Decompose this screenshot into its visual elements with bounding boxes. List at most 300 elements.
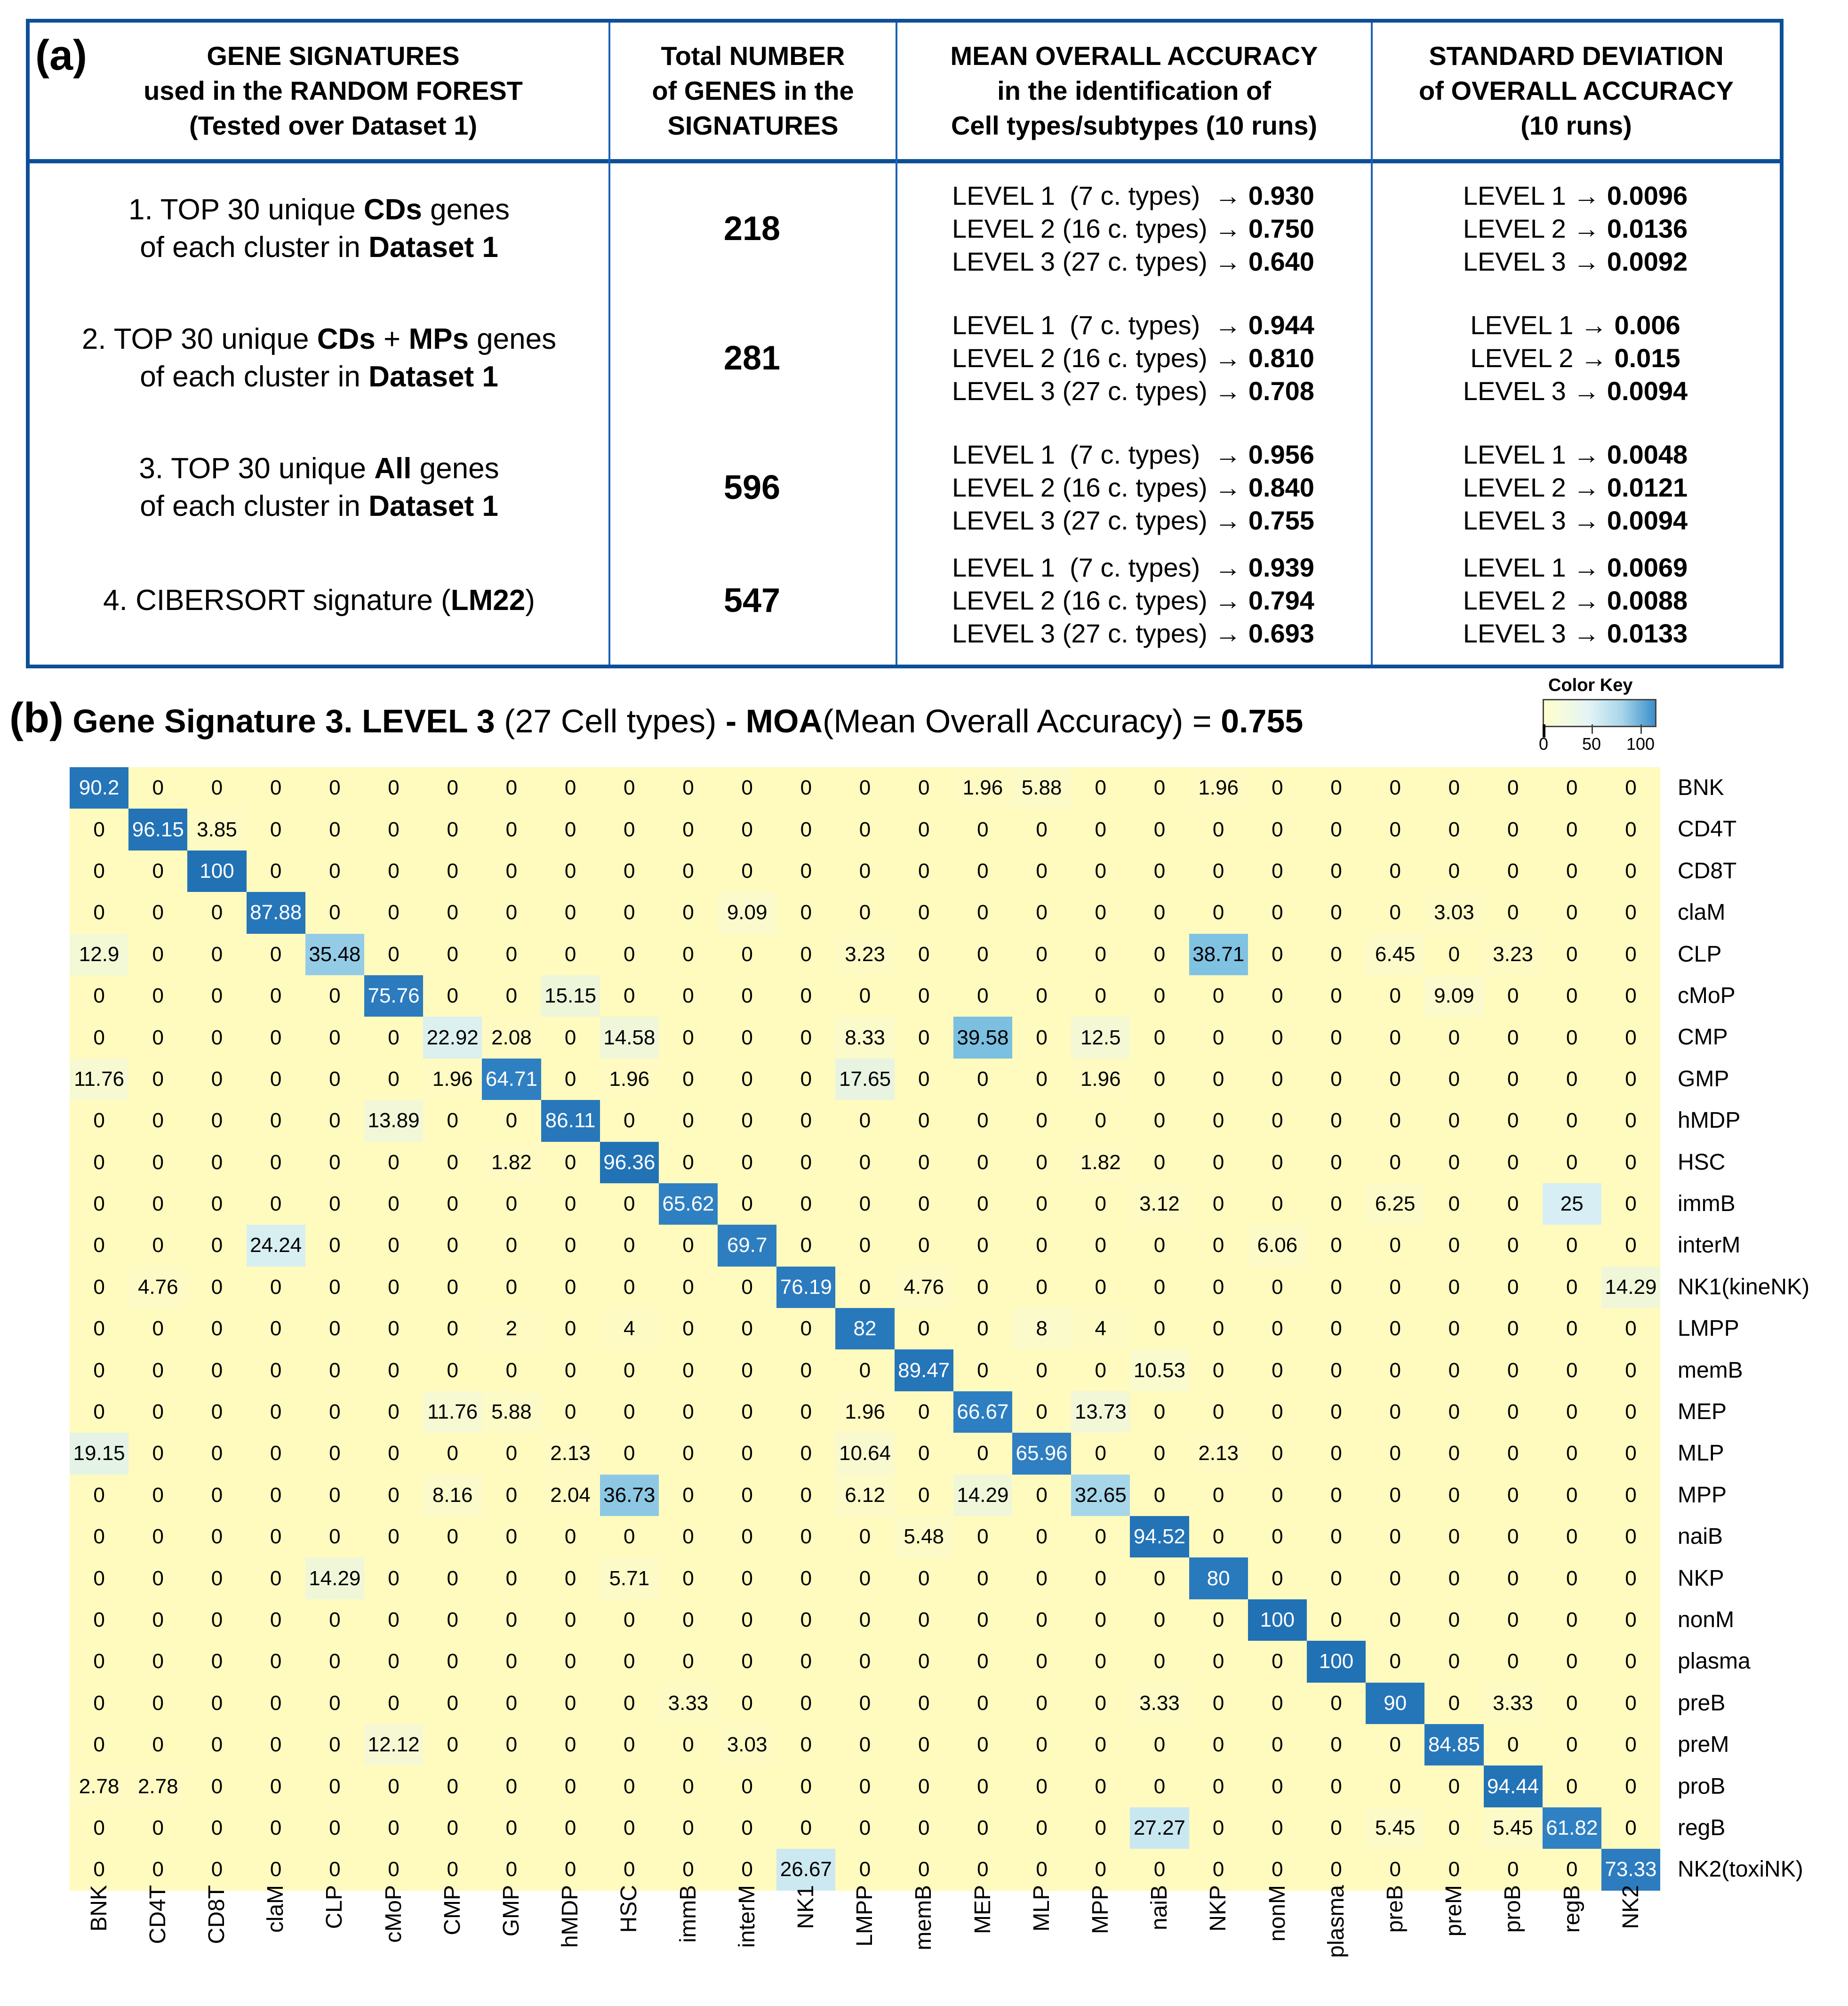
heatmap-cell: 0 (718, 1059, 776, 1100)
row-label: interM (1678, 1233, 1741, 1258)
heatmap-cell: 0 (1307, 1807, 1366, 1849)
heatmap-cell: 0 (364, 1641, 423, 1682)
heatmap-cell: 0 (835, 1516, 894, 1557)
heatmap-cell: 0 (1307, 1267, 1366, 1308)
heatmap-cell: 0 (364, 1475, 423, 1516)
heatmap-cell: 3.23 (835, 934, 894, 975)
heatmap-cell: 0 (1012, 1391, 1071, 1433)
heatmap-cell: 0 (776, 975, 835, 1017)
heatmap-cell: 0 (128, 1142, 187, 1183)
heatmap-cell: 0 (953, 934, 1012, 975)
column-label-text: NK2 (1618, 1885, 1643, 1929)
row-label: LMPP (1678, 1316, 1739, 1341)
heatmap-cell: 0 (1366, 1433, 1424, 1474)
heatmap-cell: 0 (305, 1807, 364, 1849)
heatmap-cell: 0 (895, 975, 953, 1017)
heatmap-cell: 0 (1424, 1225, 1483, 1266)
heatmap-cell: 0 (70, 1683, 128, 1724)
column-label-text: CD8T (204, 1885, 229, 1944)
heatmap-cell: 0 (482, 1225, 541, 1266)
heatmap-cell: 0 (895, 1849, 953, 1890)
heatmap-cell: 0 (70, 851, 128, 892)
heatmap-cell: 0 (659, 1433, 718, 1474)
heatmap-cell: 0 (1248, 1724, 1307, 1765)
heatmap-cell: 0 (1543, 1599, 1601, 1641)
heatmap-cell: 0 (776, 767, 835, 809)
heatmap-cell: 2.13 (1189, 1433, 1248, 1474)
heatmap-cell: 0 (1601, 1557, 1660, 1599)
heatmap-cell: 0 (1601, 892, 1660, 933)
heatmap-cell: 0 (776, 1349, 835, 1391)
heatmap-cell: 0 (659, 1142, 718, 1183)
table-row (30, 536, 1780, 665)
heatmap-cell: 0 (1189, 1683, 1248, 1724)
heatmap-cell: 5.45 (1366, 1807, 1424, 1849)
header-line: SIGNATURES (667, 111, 839, 140)
color-key-legend (1529, 675, 1685, 760)
column-label (1307, 1885, 1366, 2003)
heatmap-cell: 0 (364, 1765, 423, 1807)
heatmap-cell: 0 (953, 1225, 1012, 1266)
heatmap-cell: 0 (718, 1516, 776, 1557)
heatmap-cell: 0 (541, 1849, 600, 1890)
heatmap-cell: 0 (835, 1267, 894, 1308)
heatmap-cell: 75.76 (364, 975, 423, 1017)
heatmap-cell: 3.03 (1424, 892, 1483, 933)
heatmap-cell: 0 (70, 1391, 128, 1433)
heatmap-cell: 3.23 (1484, 934, 1543, 975)
heatmap-cell: 0 (1484, 1059, 1543, 1100)
std-deviation: LEVEL 1 → 0.0096 LEVEL 2 → 0.0136 LEVEL 3 → 0.0092 (1463, 180, 1688, 276)
heatmap-cell: 0 (128, 851, 187, 892)
heatmap-cell: 19.15 (70, 1433, 128, 1474)
heatmap-cell: 0 (1484, 1100, 1543, 1141)
heatmap-cell: 0 (1248, 851, 1307, 892)
heatmap-cell: 0 (835, 1849, 894, 1890)
heatmap-cell: 39.58 (953, 1017, 1012, 1058)
heatmap-cell: 0 (600, 1391, 659, 1433)
heatmap-cell: 0 (600, 1683, 659, 1724)
heatmap-cell: 0 (1307, 1557, 1366, 1599)
heatmap-cell: 0 (1366, 1765, 1424, 1807)
header-line: Total NUMBER (661, 41, 845, 71)
heatmap-cell: 0 (1543, 1724, 1601, 1765)
heatmap-cell: 0 (305, 1765, 364, 1807)
column-label (70, 1885, 128, 2003)
heatmap-cell: 1.96 (835, 1391, 894, 1433)
heatmap-cell: 0 (659, 1599, 718, 1641)
heatmap-cell: 0 (659, 1557, 718, 1599)
heatmap-cell: 0 (718, 1017, 776, 1058)
heatmap-cell: 0 (895, 1433, 953, 1474)
heatmap-cell: 65.96 (1012, 1433, 1071, 1474)
heatmap-cell: 0 (1071, 1641, 1130, 1682)
heatmap-cell: 0 (1130, 975, 1189, 1017)
heatmap-cell: 0 (247, 767, 305, 809)
heatmap-cell: 0 (895, 1683, 953, 1724)
column-label (836, 1885, 895, 2003)
column-label-text: CMP (440, 1885, 465, 1935)
column-label (895, 1885, 953, 2003)
heatmap-cell: 0 (776, 892, 835, 933)
header-gene-signatures (58, 23, 608, 159)
heatmap-cell: 0 (1424, 1765, 1483, 1807)
heatmap-cell: 0 (1424, 851, 1483, 892)
heatmap-cell: 0 (659, 1516, 718, 1557)
heatmap-cell: 0 (1366, 1599, 1424, 1641)
heatmap-cell: 0 (600, 1433, 659, 1474)
heatmap-cell: 0 (70, 1100, 128, 1141)
heatmap-cell: 0 (541, 1807, 600, 1849)
heatmap-cell: 0 (895, 892, 953, 933)
heatmap-cell: 0 (1601, 1100, 1660, 1141)
heatmap-cell: 0 (1424, 1100, 1483, 1141)
row-label: memB (1678, 1357, 1743, 1383)
heatmap-cell: 0 (247, 851, 305, 892)
heatmap-cell: 0 (1366, 1267, 1424, 1308)
heatmap-cell: 0 (305, 1100, 364, 1141)
column-label (1484, 1885, 1543, 2003)
heatmap-cell: 0 (1307, 1349, 1366, 1391)
std-deviation: LEVEL 1 → 0.0069 LEVEL 2 → 0.0088 LEVEL 3 → 0.0133 (1463, 552, 1688, 648)
heatmap-cell: 0 (70, 1142, 128, 1183)
heatmap-cell: 3.33 (1484, 1683, 1543, 1724)
heatmap-cell: 0 (1366, 1557, 1424, 1599)
color-key-tick (1592, 724, 1593, 734)
heatmap-cell: 0 (835, 1807, 894, 1849)
column-label-text: GMP (498, 1885, 524, 1937)
heatmap-cell: 0 (1484, 1557, 1543, 1599)
heatmap-cell: 9.09 (1424, 975, 1483, 1017)
heatmap-cell: 0 (776, 1683, 835, 1724)
heatmap-cell: 0 (1189, 1641, 1248, 1682)
heatmap-cell: 0 (718, 1849, 776, 1890)
heatmap-cell: 3.85 (187, 809, 246, 850)
header-line: of OVERALL ACCURACY (1419, 76, 1734, 105)
heatmap-cell: 0 (659, 1225, 718, 1266)
heatmap-cell: 73.33 (1601, 1849, 1660, 1890)
heatmap-cell: 0 (1484, 1724, 1543, 1765)
heatmap-cell: 0 (1248, 1059, 1307, 1100)
heatmap-cell: 0 (1012, 809, 1071, 850)
heatmap-cell: 0 (1307, 1017, 1366, 1058)
heatmap-cell: 0 (835, 1724, 894, 1765)
heatmap-cell: 0 (1424, 1849, 1483, 1890)
heatmap-cell: 0 (1484, 1267, 1543, 1308)
heatmap-cell: 0 (1248, 1391, 1307, 1433)
heatmap-cell: 0 (128, 1641, 187, 1682)
heatmap-cell: 0 (1366, 1017, 1424, 1058)
heatmap-cell: 0 (895, 1391, 953, 1433)
heatmap-cell: 0 (1366, 809, 1424, 850)
row-label: CD8T (1678, 858, 1737, 883)
column-label-text: NK1 (793, 1885, 818, 1929)
heatmap-cell: 0 (364, 851, 423, 892)
heatmap-cell: 1.96 (1071, 1059, 1130, 1100)
heatmap-cell: 0 (541, 1308, 600, 1349)
heatmap-cell: 0 (895, 767, 953, 809)
heatmap-cell: 0 (128, 1183, 187, 1225)
heatmap-cell: 0 (305, 1308, 364, 1349)
column-label (953, 1885, 1012, 2003)
column-label (482, 1885, 541, 2003)
std-deviation: LEVEL 1 → 0.0048 LEVEL 2 → 0.0121 LEVEL 3 → 0.0094 (1463, 439, 1688, 535)
column-label (1601, 1885, 1660, 2003)
heatmap-cell: 0 (423, 1100, 482, 1141)
heatmap-cell: 0 (364, 1807, 423, 1849)
heatmap-cell: 96.36 (600, 1142, 659, 1183)
heatmap-cell: 0 (718, 1267, 776, 1308)
row-label: CLP (1678, 941, 1722, 967)
heatmap-cell: 0 (1012, 1849, 1071, 1890)
row-label: preM (1678, 1732, 1729, 1757)
heatmap-cell: 0 (128, 1475, 187, 1516)
heatmap-cell: 0 (659, 934, 718, 975)
heatmap-cell: 0 (187, 1349, 246, 1391)
heatmap-cell: 0 (1248, 1557, 1307, 1599)
heatmap-cell: 0 (953, 1765, 1012, 1807)
heatmap-cell: 0 (247, 1017, 305, 1058)
heatmap-cell: 0 (895, 1599, 953, 1641)
heatmap-cell: 12.9 (70, 934, 128, 975)
heatmap-cell: 0 (482, 1433, 541, 1474)
heatmap-cell: 0 (423, 1267, 482, 1308)
heatmap-cell: 0 (305, 1433, 364, 1474)
heatmap-cell: 0 (187, 975, 246, 1017)
heatmap-cell: 0 (128, 892, 187, 933)
heatmap-cell: 0 (364, 1557, 423, 1599)
heatmap-cell: 0 (247, 1391, 305, 1433)
heatmap-cell: 0 (1484, 1308, 1543, 1349)
heatmap-cell: 0 (1484, 1849, 1543, 1890)
table-row (30, 164, 1780, 293)
heatmap-cell: 0 (1366, 892, 1424, 933)
heatmap-cell: 0 (541, 851, 600, 892)
heatmap-cell: 0 (1484, 1225, 1543, 1266)
heatmap-cell: 0 (1012, 1683, 1071, 1724)
heatmap-cell: 0 (187, 1391, 246, 1433)
heatmap-cell: 0 (1424, 1142, 1483, 1183)
column-label-text: MPP (1088, 1885, 1113, 1934)
heatmap-cell: 0 (247, 1183, 305, 1225)
heatmap-cell: 9.09 (718, 892, 776, 933)
heatmap-cell: 0 (953, 1724, 1012, 1765)
column-label-text: naiB (1147, 1885, 1172, 1931)
heatmap-cell: 0 (247, 809, 305, 850)
heatmap-cell: 0 (541, 892, 600, 933)
column-label (247, 1885, 305, 2003)
heatmap-cell: 2.08 (482, 1017, 541, 1058)
heatmap-cell: 0 (835, 1225, 894, 1266)
heatmap-cell: 0 (1484, 1475, 1543, 1516)
heatmap-cell: 0 (1601, 1475, 1660, 1516)
heatmap-cell: 0 (1424, 1641, 1483, 1682)
heatmap-cell: 0 (600, 1765, 659, 1807)
heatmap-cell: 0 (1012, 1267, 1071, 1308)
heatmap-cell: 0 (247, 1475, 305, 1516)
heatmap-cell: 6.45 (1366, 934, 1424, 975)
heatmap-cell: 0 (482, 1267, 541, 1308)
column-label-text: immB (675, 1885, 701, 1943)
heatmap-cell: 0 (1484, 1391, 1543, 1433)
heatmap-cell: 0 (1307, 1516, 1366, 1557)
heatmap-cell: 0 (1424, 1183, 1483, 1225)
heatmap-cell: 0 (247, 1765, 305, 1807)
heatmap-cell: 36.73 (600, 1475, 659, 1516)
heatmap-cell: 0 (482, 1557, 541, 1599)
heatmap-cell: 0 (1543, 809, 1601, 850)
heatmap-cell: 0 (70, 1599, 128, 1641)
heatmap-cell: 0 (1071, 1765, 1130, 1807)
heatmap-cell: 0 (1012, 1765, 1071, 1807)
heatmap-cell: 4 (1071, 1308, 1130, 1349)
color-key-tick-label: 100 (1626, 734, 1655, 754)
heatmap-cell: 0 (364, 1183, 423, 1225)
column-label (1543, 1885, 1601, 2003)
heatmap-cell: 0 (364, 1308, 423, 1349)
heatmap-cell: 0 (541, 1391, 600, 1433)
heatmap-cell: 0 (1189, 1142, 1248, 1183)
heatmap-cell: 6.06 (1248, 1225, 1307, 1266)
heatmap-cell: 0 (305, 767, 364, 809)
heatmap-cell: 0 (70, 1724, 128, 1765)
heatmap-cell: 12.12 (364, 1724, 423, 1765)
row-label: MLP (1678, 1441, 1724, 1466)
heatmap-cell: 0 (1543, 851, 1601, 892)
heatmap-cell: 0 (364, 1142, 423, 1183)
column-label-text: CLP (322, 1885, 347, 1929)
column-label-text: interM (734, 1885, 760, 1948)
column-label-text: NKP (1206, 1885, 1231, 1932)
heatmap-cell: 0 (835, 1142, 894, 1183)
heatmap-cell: 0 (600, 1641, 659, 1682)
heatmap-cell: 0 (128, 1683, 187, 1724)
heatmap-cell: 0 (1012, 1724, 1071, 1765)
column-label-text: MEP (970, 1885, 995, 1934)
heatmap-cell: 0 (247, 1516, 305, 1557)
heatmap-cell: 0 (128, 767, 187, 809)
heatmap-cell: 0 (1071, 1267, 1130, 1308)
heatmap-cell: 0 (1130, 1391, 1189, 1433)
header-total-genes (610, 23, 896, 159)
heatmap-cell: 1.96 (423, 1059, 482, 1100)
heatmap-cell: 0 (423, 1183, 482, 1225)
heatmap-cell: 90 (1366, 1683, 1424, 1724)
heatmap-cell: 0 (187, 1599, 246, 1641)
heatmap-cell: 0 (423, 1308, 482, 1349)
heatmap-cell: 0 (1248, 1267, 1307, 1308)
heatmap-cell: 0 (1366, 1724, 1424, 1765)
heatmap-cell: 0 (1601, 851, 1660, 892)
heatmap-cell: 0 (305, 1683, 364, 1724)
heatmap-cell: 0 (1543, 1267, 1601, 1308)
heatmap-cell: 0 (1424, 1308, 1483, 1349)
heatmap-cell: 0 (659, 1100, 718, 1141)
heatmap-cell: 0 (187, 1516, 246, 1557)
heatmap-cell: 0 (1424, 1475, 1483, 1516)
column-label (1189, 1885, 1248, 2003)
heatmap-cell: 0 (1189, 975, 1248, 1017)
heatmap-cell: 0 (776, 1433, 835, 1474)
heatmap-cell: 1.96 (1189, 767, 1248, 809)
heatmap-cell: 14.29 (953, 1475, 1012, 1516)
heatmap-cell: 0 (835, 1599, 894, 1641)
heatmap-cell: 0 (718, 767, 776, 809)
heatmap-cell: 0 (305, 1849, 364, 1890)
heatmap-cell: 0 (187, 1765, 246, 1807)
heatmap-cell: 0 (1012, 851, 1071, 892)
heatmap-cell: 3.03 (718, 1724, 776, 1765)
heatmap-cell: 0 (1601, 1142, 1660, 1183)
heatmap-cell: 0 (1012, 1183, 1071, 1225)
row-label: NKP (1678, 1565, 1724, 1591)
heatmap-cell: 100 (1248, 1599, 1307, 1641)
heatmap-cell: 0 (482, 934, 541, 975)
heatmap-cell: 0 (895, 1017, 953, 1058)
heatmap-cell: 0 (70, 1349, 128, 1391)
heatmap-cell: 15.15 (541, 975, 600, 1017)
heatmap-cell: 0 (895, 1100, 953, 1141)
heatmap-cell: 0 (1307, 851, 1366, 892)
heatmap-cell: 0 (1424, 1433, 1483, 1474)
heatmap-cell: 0 (1071, 975, 1130, 1017)
heatmap-cell: 94.44 (1484, 1765, 1543, 1807)
heatmap-cell: 6.12 (835, 1475, 894, 1516)
column-label-text: LMPP (852, 1885, 878, 1947)
heatmap-cell: 0 (1484, 975, 1543, 1017)
heatmap-cell: 76.19 (776, 1267, 835, 1308)
column-label (659, 1885, 718, 2003)
heatmap-cell: 0 (70, 1641, 128, 1682)
header-line: used in the RANDOM FOREST (144, 76, 523, 105)
heatmap-cell: 0 (953, 809, 1012, 850)
row-label: nonM (1678, 1607, 1735, 1632)
heatmap-cell: 0 (1189, 1807, 1248, 1849)
column-label-text: memB (911, 1885, 936, 1950)
heatmap-cell: 0 (1248, 934, 1307, 975)
heatmap-cell: 0 (187, 1267, 246, 1308)
heatmap-cell: 0 (1543, 1391, 1601, 1433)
heatmap-cell: 8.16 (423, 1475, 482, 1516)
row-label: plasma (1678, 1649, 1751, 1674)
heatmap-cell: 0 (187, 1142, 246, 1183)
heatmap-cell: 0 (835, 1349, 894, 1391)
heatmap-cell: 0 (1601, 975, 1660, 1017)
heatmap-cell: 0 (482, 1849, 541, 1890)
heatmap-cell: 0 (659, 851, 718, 892)
heatmap-cell: 0 (128, 1017, 187, 1058)
heatmap-cell: 0 (1366, 1225, 1424, 1266)
heatmap-cell: 12.5 (1071, 1017, 1130, 1058)
column-label-text: claM (263, 1885, 288, 1933)
column-label-text: CD4T (145, 1885, 170, 1944)
heatmap-cell: 0 (1130, 1433, 1189, 1474)
heatmap-cell: 0 (895, 934, 953, 975)
heatmap-cell: 0 (659, 1641, 718, 1682)
heatmap-cell: 0 (364, 767, 423, 809)
heatmap-cell: 0 (718, 1142, 776, 1183)
heatmap-cell: 0 (600, 975, 659, 1017)
heatmap-cell: 0 (1012, 1017, 1071, 1058)
heatmap-cell: 0 (1543, 1516, 1601, 1557)
heatmap-cell: 0 (187, 934, 246, 975)
heatmap-cell: 0 (835, 1100, 894, 1141)
heatmap-cell: 0 (895, 851, 953, 892)
heatmap-cell: 0 (1307, 1599, 1366, 1641)
heatmap-cell: 0 (1130, 1599, 1189, 1641)
heatmap-cell: 0 (1071, 1183, 1130, 1225)
heatmap-cell: 0 (1601, 1765, 1660, 1807)
